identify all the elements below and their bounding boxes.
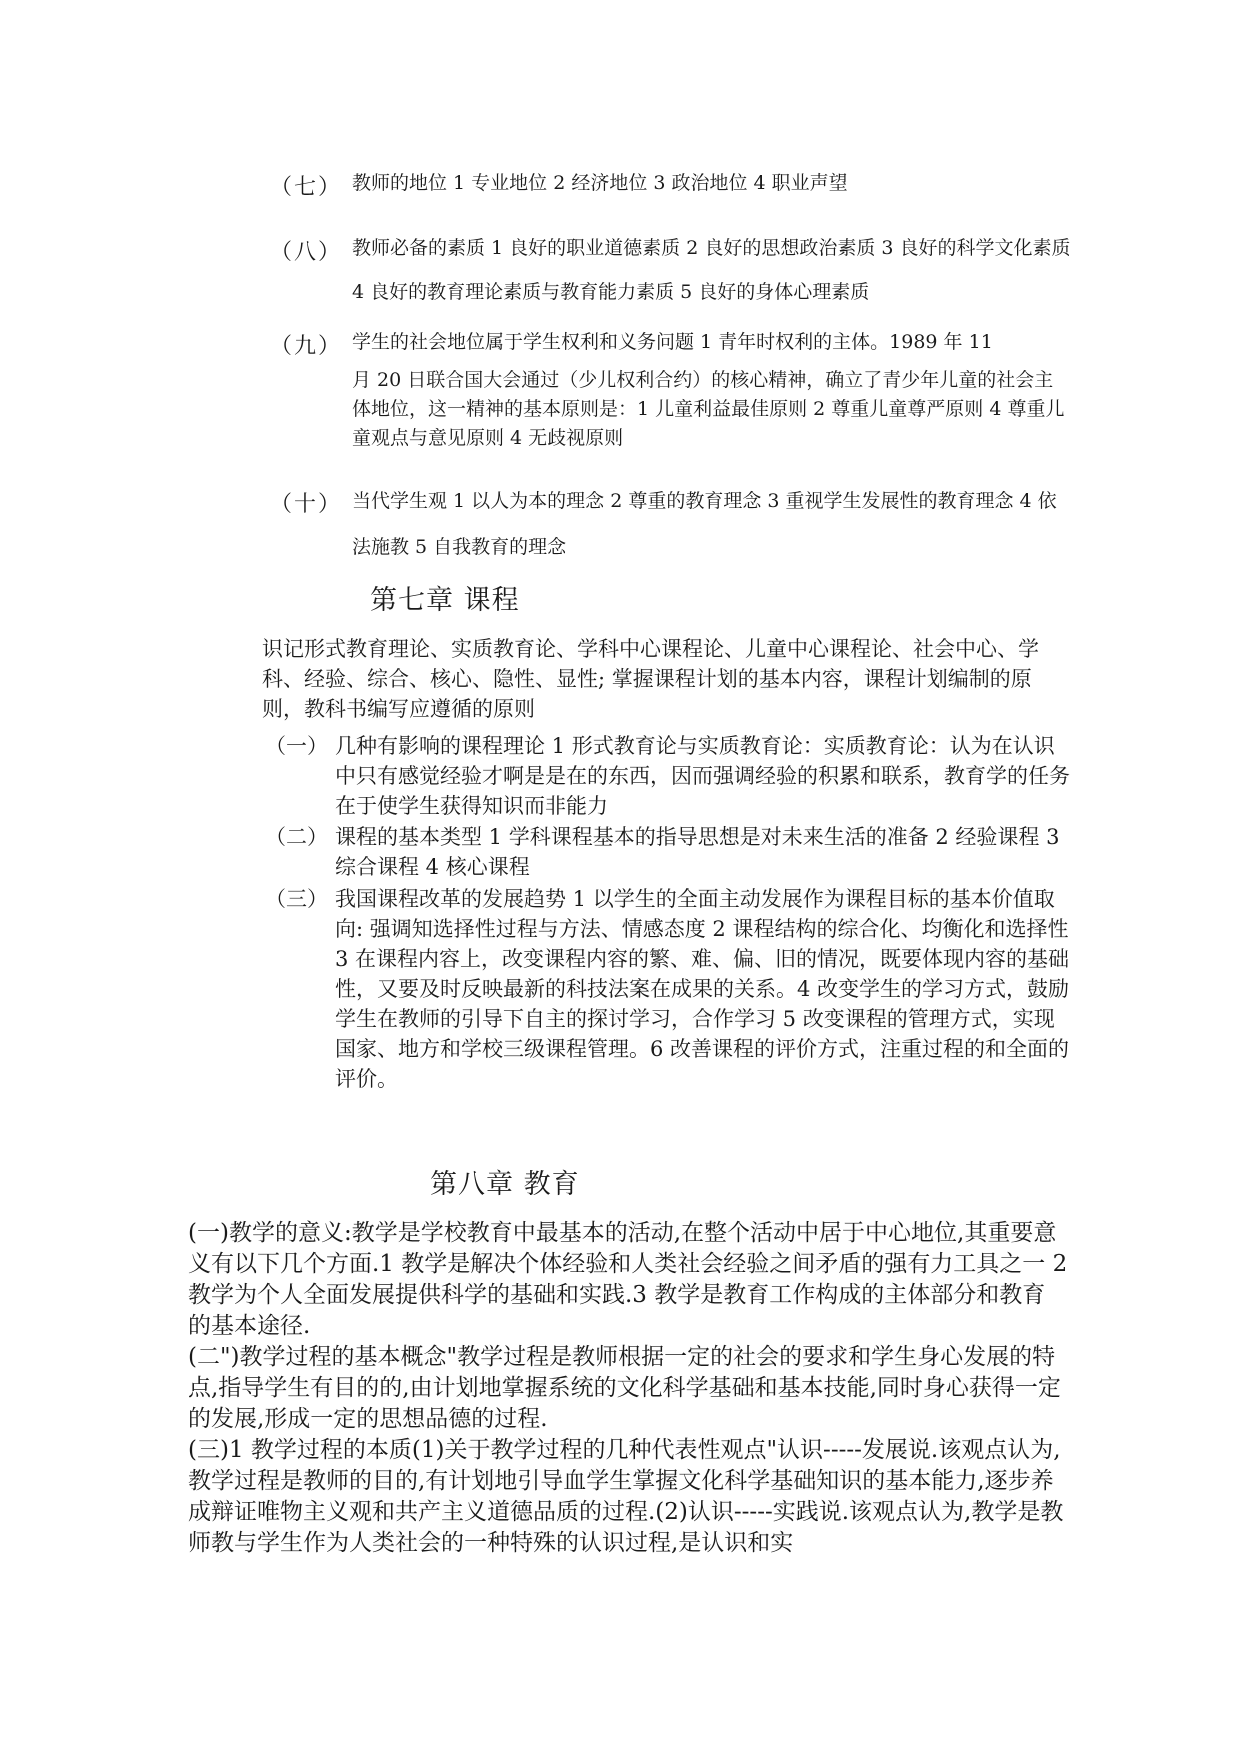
item-text-line1: 学生的社会地位属于学生权利和义务问题 1 青年时权利的主体。1989 年 11 [352,331,993,353]
item-number: （三） [265,887,328,911]
paragraph: (三)1 教学过程的本质(1)关于教学过程的几种代表性观点"认识-----发展说.该观点认为,教学过程是教师的目的,有计划地引导血学生掌握文化科学基础知识的基本能力,逐步养成辩证唯物主义观和共产主义道德品质的过程.(2)认识-----实践说.该观点认为,教学是教师教与学生作为人类社会的一种特殊的认识过程,是认识和实 [188,1437,1064,1556]
chapter-8-title: 第八章 教育 [430,1169,580,1200]
item-number: （九） [270,334,343,359]
item-number: （十） [270,492,343,517]
item-text: 教师必备的素质 1 良好的职业道德素质 2 良好的思想政治素质 3 良好的科学文化素质 4 良好的教育理论素质与教育能力素质 5 良好的身体心理素质 [352,237,1071,303]
chapter-8-body [188,1218,1068,1559]
item-text: 我国课程改革的发展趋势 1 以学生的全面主动发展作为课程目标的基本价值取向: 强调知选择性过程与方法、情感态度 2 课程结构的综合化、均衡化和选择性 3 在课程内容上，改变课程内容的繁、难、偏、旧的情况，既要体现内容的基础性，又要及时反映最新的科技法案在成果的关系。4 改变学生的学习方式，鼓励学生在教师的引导下自主的探讨学习，合作学习 5 改变课程的管理方式，实现国家、地方和学校三级课程管理。6 改善课程的评价方式，注重过程的和全面的评价。 [335,887,1070,1091]
item-number: （七） [270,175,343,200]
paragraph: (二")教学过程的基本概念"教学过程是教师根据一定的社会的要求和学生身心发展的特点,指导学生有目的的,由计划地掌握系统的文化科学基础和基本技能,同时身心获得一定的发展,形成一定的思想品德的过程. [188,1344,1061,1432]
item-text: 当代学生观 1 以人为本的理念 2 尊重的教育理念 3 重视学生发展性的教育理念 4 依法施教 5 自我教育的理念 [352,490,1057,558]
item-number: （八） [270,240,343,265]
item-number: （一） [265,734,328,758]
chapter-7-title: 第七章 课程 [370,585,520,616]
paragraph: (一)教学的意义:教学是学校教育中最基本的活动,在整个活动中居于中心地位,其重要意义有以下几个方面.1 教学是解决个体经验和人类社会经验之间矛盾的强有力工具之一 2 教学为个人全面发展提供科学的基础和实践.3 教学是教育工作构成的主体部分和教育的基本途径. [188,1220,1068,1339]
item-text: 几种有影响的课程理论 1 形式教育论与实质教育论：实质教育论：认为在认识中只有感觉经验才啊是是在的东西，因而强调经验的积累和联系，教育学的任务在于使学生获得知识而非能力 [335,734,1070,818]
item-text-rest: 月 20 日联合国大会通过（少儿权利合约）的核心精神，确立了青少年儿童的社会主体地位，这一精神的基本原则是：1 儿童利益最佳原则 2 尊重儿童尊严原则 4 尊重儿童观点与意见原则 4 无歧视原则 [352,369,1065,449]
item-text: 教师的地位 1 专业地位 2 经济地位 3 政治地位 4 职业声望 [352,172,848,194]
item-text: 课程的基本类型 1 学科课程基本的指导思想是对未来生活的准备 2 经验课程 3 综合课程 4 核心课程 [335,825,1060,879]
chapter-7-intro: 识记形式教育理论、实质教育论、学科中心课程论、儿童中心课程论、社会中心、学科、经验、综合、核心、隐性、显性; 掌握课程计划的基本内容，课程计划编制的原则，教科书编写应遵循的原则 [262,637,1039,721]
item-number: （二） [265,825,328,849]
